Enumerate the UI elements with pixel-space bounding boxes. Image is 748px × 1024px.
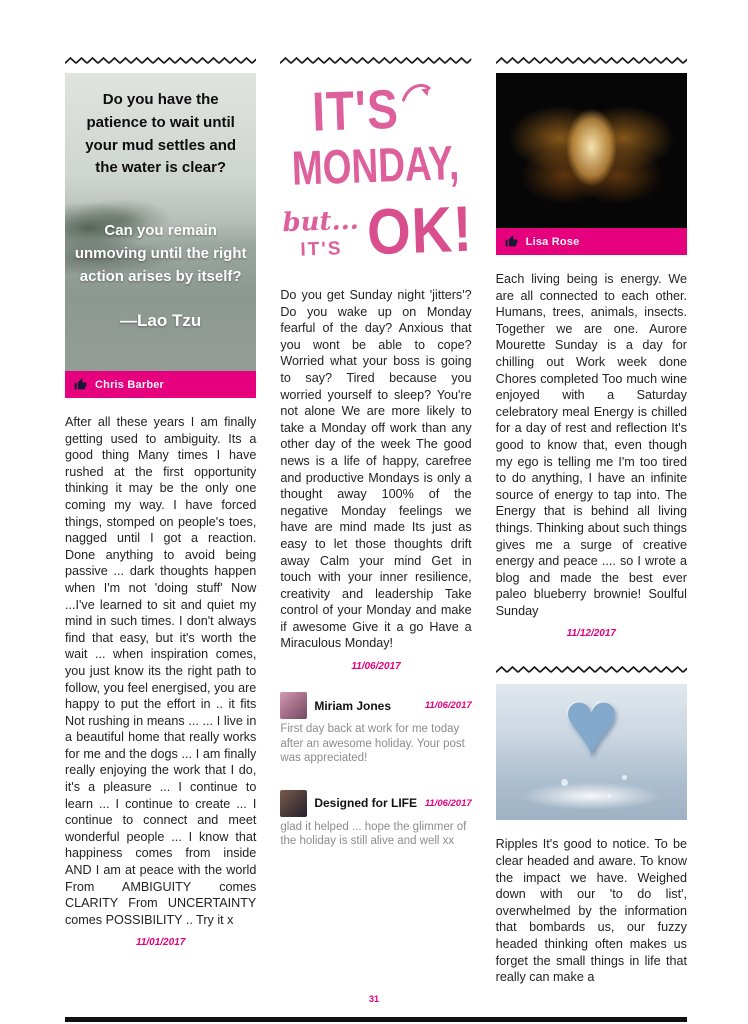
columns — [65, 56, 687, 986]
monday-graphic-left — [282, 205, 360, 262]
post-body: Do you get Sunday night 'jitters'? Do you wake up on Monday fearful of the day? Anxious that you wont be able to cope? Worried what your boss is going to say? Tired because you worried yourself to sleep? You're not alone We are more likely to take a Monday off work than any other day of the week The good news is a life of happy, carefree and productive Mondays is only a thought away 100% of the negative Monday feelings we have are mind made Its just as easy to let those thoughts drift away Calm your mind Get in touch with your inner resilience, creativity and leadership Take control of your Monday and make if awesome Give it a go Have a Miraculous Monday! — [280, 288, 472, 651]
monday-graphic-but: but... — [282, 205, 360, 238]
water-splash — [521, 782, 661, 810]
lake-quote-photo — [65, 73, 256, 371]
avatar — [280, 790, 307, 817]
author-like-bar — [496, 228, 687, 255]
zigzag-divider — [496, 665, 687, 674]
thumbs-up-icon — [74, 378, 87, 391]
page-number: 31 — [368, 994, 379, 1004]
post-date: 11/06/2017 — [351, 661, 401, 673]
water-heart-photo — [496, 684, 687, 820]
zigzag-divider — [496, 56, 687, 65]
monday-graphic-its2: IT'S — [300, 237, 344, 261]
quote-text-top: Do you have the patience to wait until your mud settles and the water is clear? — [85, 91, 237, 177]
avatar — [280, 692, 307, 719]
zigzag-divider — [280, 56, 471, 65]
comment — [280, 692, 471, 766]
comment-date: 11/06/2017 — [424, 797, 472, 809]
post-body: Ripples It's good to notice. To be clear headed and aware. To know the impact we have. Weighed down with our 'to do list', overwhelmed by the information that bombards us, our fuzzy headed thinking often makes us forget the small things in life that really can make a — [495, 837, 687, 985]
post-author-name: Chris Barber — [95, 378, 165, 391]
monday-graphic-ok: OK! — [366, 191, 475, 269]
monday-graphic-monday: MONDAY, — [291, 136, 461, 196]
post-column-1 — [65, 56, 256, 986]
post-body: After all these years I am finally getting used to ambiguity. Its a good thing Many times I have rushed at the first opportunity thinking it may be the only one coming my way. I have forced things, stomped on people's toes, nagged until I got a reaction. Done anything to avoid being passive ... dark thoughts happen when I'm not 'doing stuff' Now ...I've learned to sit and quiet my mind in such times. I don't always find that easy, but it's worth the wait ... when inspiration comes, you just know its the right path to follow, you feel energised, you are happy to put the effort in .. it fits Not rushing in means ... ... I live in a beautiful home that really works for me and the dogs ... I am finally really enjoying the work that I do, it's a pleasure ... I continue to learn ... I continue to create ... I continue to connect and meet wonderful people ... I know that happiness comes from inside AND I am at peace with the world From AMBIGUITY comes CLARITY From UNCERTAINTY comes POSSIBILITY .. Try it x — [65, 415, 257, 927]
monday-graphic — [277, 70, 475, 275]
post-date: 11/12/2017 — [566, 628, 616, 640]
comment-author: Miriam Jones — [314, 698, 392, 713]
comment-author: Designed for LIFE — [314, 796, 418, 811]
monday-graphic-its: IT'S — [311, 77, 401, 143]
comment-text: glad it helped ... hope the glimmer of the holiday is still alive and well xx — [280, 820, 467, 848]
water-droplet — [622, 775, 627, 780]
curved-arrow-icon — [400, 79, 435, 106]
water-heart-icon: ♥ — [563, 684, 620, 776]
quote-text-middle: Can you remain unmoving until the right action arises by itself? — [74, 222, 247, 285]
fractal-photo — [496, 73, 687, 228]
comment-text: First day back at work for me today after an awesome holiday. Your post was appreciated! — [280, 723, 465, 765]
post-author-name: Lisa Rose — [525, 235, 580, 248]
author-like-bar — [65, 371, 256, 398]
comment-header — [280, 790, 471, 817]
quote-author: —Lao Tzu — [120, 310, 202, 330]
comment — [280, 790, 471, 849]
comment-header — [280, 692, 471, 719]
monday-graphic-line1 — [277, 74, 470, 143]
thumbs-up-icon — [505, 235, 518, 248]
post-column-2 — [280, 56, 475, 986]
comment-date: 11/06/2017 — [424, 700, 472, 712]
zigzag-divider — [65, 56, 256, 65]
monday-graphic-row — [281, 191, 475, 269]
bottom-page-edge — [65, 1017, 687, 1022]
post-body: Each living being is energy. We are all connected to each other. Humans, trees, animals, insects. Together we are one. Aurore Mourette Sunday is a day for chilling out Work week done Chores completed Too much wine enjoyed with a Saturday celebratory meal Energy is chilled for a day of rest and reflection It's good to know that, even though my ego is telling me I'm too tired to do anything, I have an infinite source of energy to tap into. The Energy that is behind all living things. Thinking about such things gives me a surge of creative energy and peace .... so I wrote a blog and made the best ever paleo blueberry brownie! Soulful Sunday — [495, 272, 687, 618]
post-date: 11/01/2017 — [136, 937, 186, 949]
post-column-3 — [496, 56, 687, 986]
